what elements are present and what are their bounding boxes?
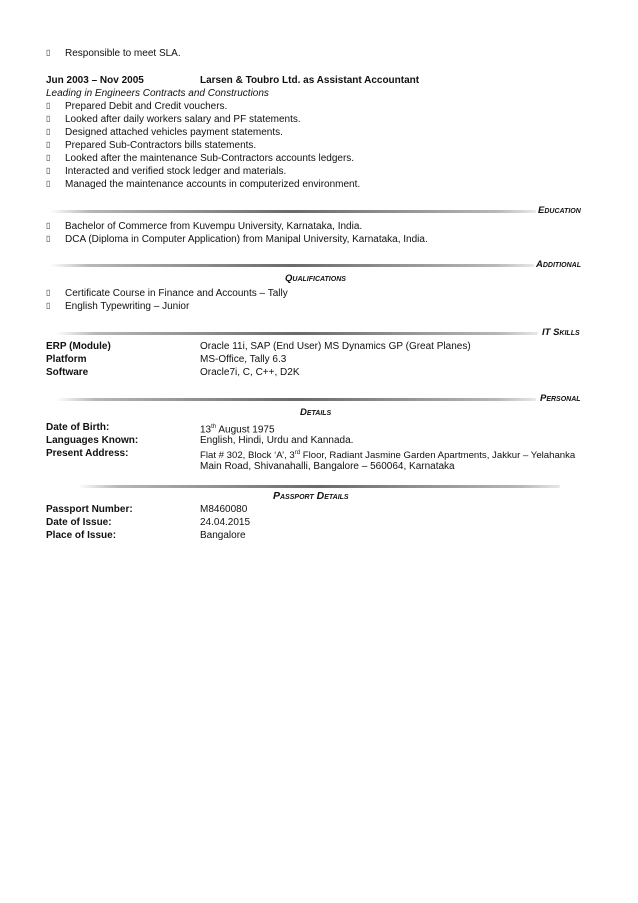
passport-label: Date of Issue: — [46, 517, 112, 528]
job-period: Jun 2003 – Nov 2005 — [46, 75, 144, 86]
languages-label: Languages Known: — [46, 435, 139, 446]
section-heading-it-skills: IT Skills — [542, 327, 580, 338]
skill-label: Software — [46, 367, 89, 378]
dob-label: Date of Birth: — [46, 422, 110, 433]
job-subtitle: Leading in Engineers Contracts and Constructions — [46, 88, 269, 99]
passport-value: M8460080 — [200, 504, 248, 515]
section-heading-details: Details — [300, 407, 332, 418]
list-item: English Typewriting – Junior — [65, 301, 190, 312]
list-item: Looked after daily workers salary and PF statements. — [65, 114, 301, 125]
passport-value: 24.04.2015 — [200, 517, 251, 528]
passport-label: Place of Issue: — [46, 530, 117, 541]
list-item: Prepared Sub-Contractors bills statements. — [65, 140, 257, 151]
address-line2: Main Road, Shivanahalli, Bangalore – 560064, Karnataka — [200, 461, 455, 472]
bullet-icon: ▯ — [46, 48, 51, 57]
section-heading-personal: Personal — [540, 393, 581, 404]
address-part: Floor, Radiant Jasmine Garden Apartments, Jakkur – Yelahanka — [300, 450, 576, 462]
dob-day: 13 — [200, 424, 212, 436]
bullet-icon: ▯ — [46, 288, 51, 297]
list-item: Interacted and verified stock ledger and materials. — [65, 166, 287, 177]
languages-value: English, Hindi, Urdu and Kannada. — [200, 435, 354, 446]
section-divider — [56, 332, 538, 335]
bullet-icon: ▯ — [46, 301, 51, 310]
passport-value: Bangalore — [200, 530, 246, 541]
list-item: Bachelor of Commerce from Kuvempu University, Karnataka, India. — [65, 221, 363, 232]
address-label: Present Address: — [46, 448, 129, 459]
skill-value: Oracle7i, C, C++, D2K — [200, 367, 300, 378]
bullet-icon: ▯ — [46, 166, 51, 175]
list-item: DCA (Diploma in Computer Application) from Manipal University, Karnataka, India. — [65, 234, 428, 245]
bullet-icon: ▯ — [46, 140, 51, 149]
passport-label: Passport Number: — [46, 504, 133, 515]
list-item: Certificate Course in Finance and Accounts – Tally — [65, 288, 288, 299]
address-part: Flat # 302, Block ‘A’, 3 — [200, 450, 295, 462]
skill-value: MS-Office, Tally 6.3 — [200, 354, 287, 365]
section-heading-additional: Additional — [536, 259, 581, 270]
dob-suffix: th — [211, 424, 217, 430]
bullet-icon: ▯ — [46, 101, 51, 110]
section-heading-qualifications: Qualifications — [285, 273, 346, 284]
section-divider — [56, 398, 536, 401]
section-divider — [50, 264, 534, 267]
section-divider — [50, 210, 536, 213]
bullet-text: Responsible to meet SLA. — [65, 48, 181, 59]
list-item: Prepared Debit and Credit vouchers. — [65, 101, 228, 112]
bullet-icon: ▯ — [46, 114, 51, 123]
dob-rest: August 1975 — [216, 424, 275, 436]
section-heading-passport: Passport Details — [273, 490, 349, 502]
list-item: Looked after the maintenance Sub-Contractors accounts ledgers. — [65, 153, 355, 164]
skill-value: Oracle 11i, SAP (End User) MS Dynamics GP (Great Planes) — [200, 341, 471, 352]
address-suffix: rd — [294, 450, 301, 456]
bullet-icon: ▯ — [46, 179, 51, 188]
skill-label: Platform — [46, 354, 87, 365]
section-heading-education: Education — [538, 205, 581, 216]
bullet-icon: ▯ — [46, 127, 51, 136]
bullet-icon: ▯ — [46, 221, 51, 230]
list-item: Managed the maintenance accounts in computerized environment. — [65, 179, 361, 190]
job-employer: Larsen & Toubro Ltd. as Assistant Accountant — [200, 75, 420, 86]
section-divider — [78, 485, 560, 488]
bullet-icon: ▯ — [46, 153, 51, 162]
list-item: Designed attached vehicles payment statements. — [65, 127, 283, 138]
skill-label: ERP (Module) — [46, 341, 111, 352]
bullet-icon: ▯ — [46, 234, 51, 243]
